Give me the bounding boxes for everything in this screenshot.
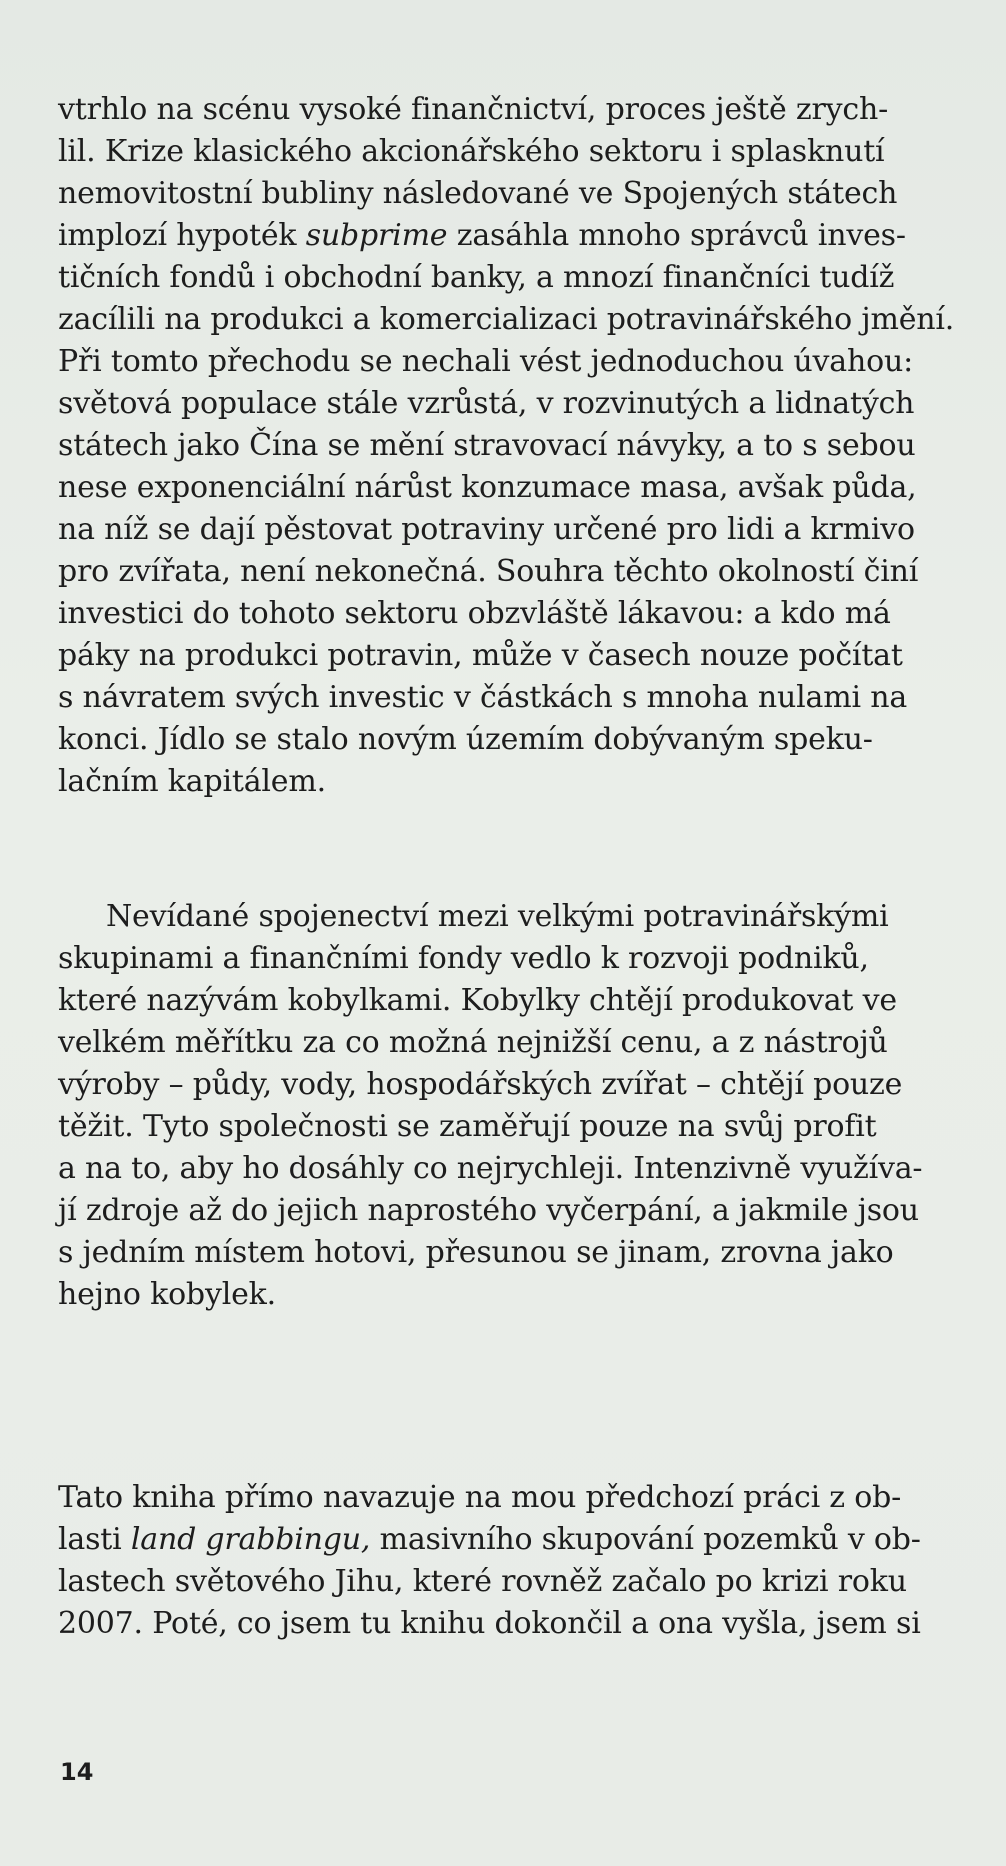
text-line: s návratem svých investic v částkách s mnoha nulami na: [58, 680, 908, 715]
text-line: lačním kapitálem.: [58, 764, 326, 799]
text-line: velkém měřítku za co možná nejnižší cenu, a z nástrojů: [58, 1025, 888, 1060]
text-line: Tato kniha přímo navazuje na mou předchozí práci z ob-: [58, 1480, 902, 1515]
italic-term: subprime: [305, 218, 448, 253]
text-segment: lasti: [58, 1522, 131, 1557]
text-line: vtrhlo na scénu vysoké finančnictví, proces ještě zrych-: [58, 92, 889, 127]
page-number: 14: [60, 1758, 94, 1786]
text-line-with-italic: [58, 1516, 921, 1564]
italic-term: land grabbingu,: [130, 1522, 371, 1557]
text-line: Při tomto přechodu se nechali vést jednoduchou úvahou:: [58, 344, 913, 379]
text-line: a na to, aby ho dosáhly co nejrychleji. Intenzivně využíva-: [58, 1151, 923, 1186]
text-line: 2007. Poté, co jsem tu knihu dokončil a ona vyšla, jsem si: [58, 1606, 921, 1641]
text-line-with-italic: [58, 212, 906, 260]
text-line: státech jako Čína se mění stravovací návyky, a to s sebou: [58, 428, 916, 463]
text-line: s jedním místem hotovi, přesunou se jinam, zrovna jako: [58, 1235, 894, 1270]
text-line: které nazývám kobylkami. Kobylky chtějí produkovat ve: [58, 983, 897, 1018]
text-line: světová populace stále vzrůstá, v rozvinutých a lidnatých: [58, 386, 915, 421]
text-line: tičních fondů i obchodní banky, a mnozí finančníci tudíž: [58, 260, 895, 295]
text-line: konci. Jídlo se stalo novým územím dobývaným speku-: [58, 722, 873, 757]
text-line: páky na produkci potravin, může v časech nouze počítat: [58, 638, 903, 673]
text-line: lil. Krize klasického akcionářského sektoru i splasknutí: [58, 134, 885, 169]
text-line: investici do tohoto sektoru obzvláště lákavou: a kdo má: [58, 596, 891, 631]
text-line: zacílili na produkci a komercializaci potravinářského jmění.: [58, 302, 955, 337]
text-line: pro zvířata, není nekonečná. Souhra těchto okolností činí: [58, 554, 919, 589]
text-segment: masivního skupování pozemků v ob-: [370, 1522, 921, 1557]
text-line: hejno kobylek.: [58, 1277, 276, 1312]
text-line: lastech světového Jihu, které rovněž začalo po krizi roku: [58, 1564, 907, 1599]
text-segment: implozí hypoték: [58, 218, 306, 253]
text-line: skupinami a finančními fondy vedlo k rozvoji podniků,: [58, 941, 869, 976]
text-line: nese exponenciální nárůst konzumace masa, avšak půda,: [58, 470, 917, 505]
text-segment: zasáhla mnoho správců inves-: [447, 218, 906, 253]
text-line: Nevídané spojenectví mezi velkými potravinářskými: [106, 899, 889, 934]
text-line: těžit. Tyto společnosti se zaměřují pouze na svůj profit: [58, 1109, 877, 1144]
text-line: jí zdroje až do jejich naprostého vyčerpání, a jakmile jsou: [58, 1193, 919, 1228]
text-line: výroby – půdy, vody, hospodářských zvířat – chtějí pouze: [58, 1067, 903, 1102]
text-line: na níž se dají pěstovat potraviny určené pro lidi a krmivo: [58, 512, 915, 547]
text-line: nemovitostní bubliny následované ve Spojených státech: [58, 176, 898, 211]
